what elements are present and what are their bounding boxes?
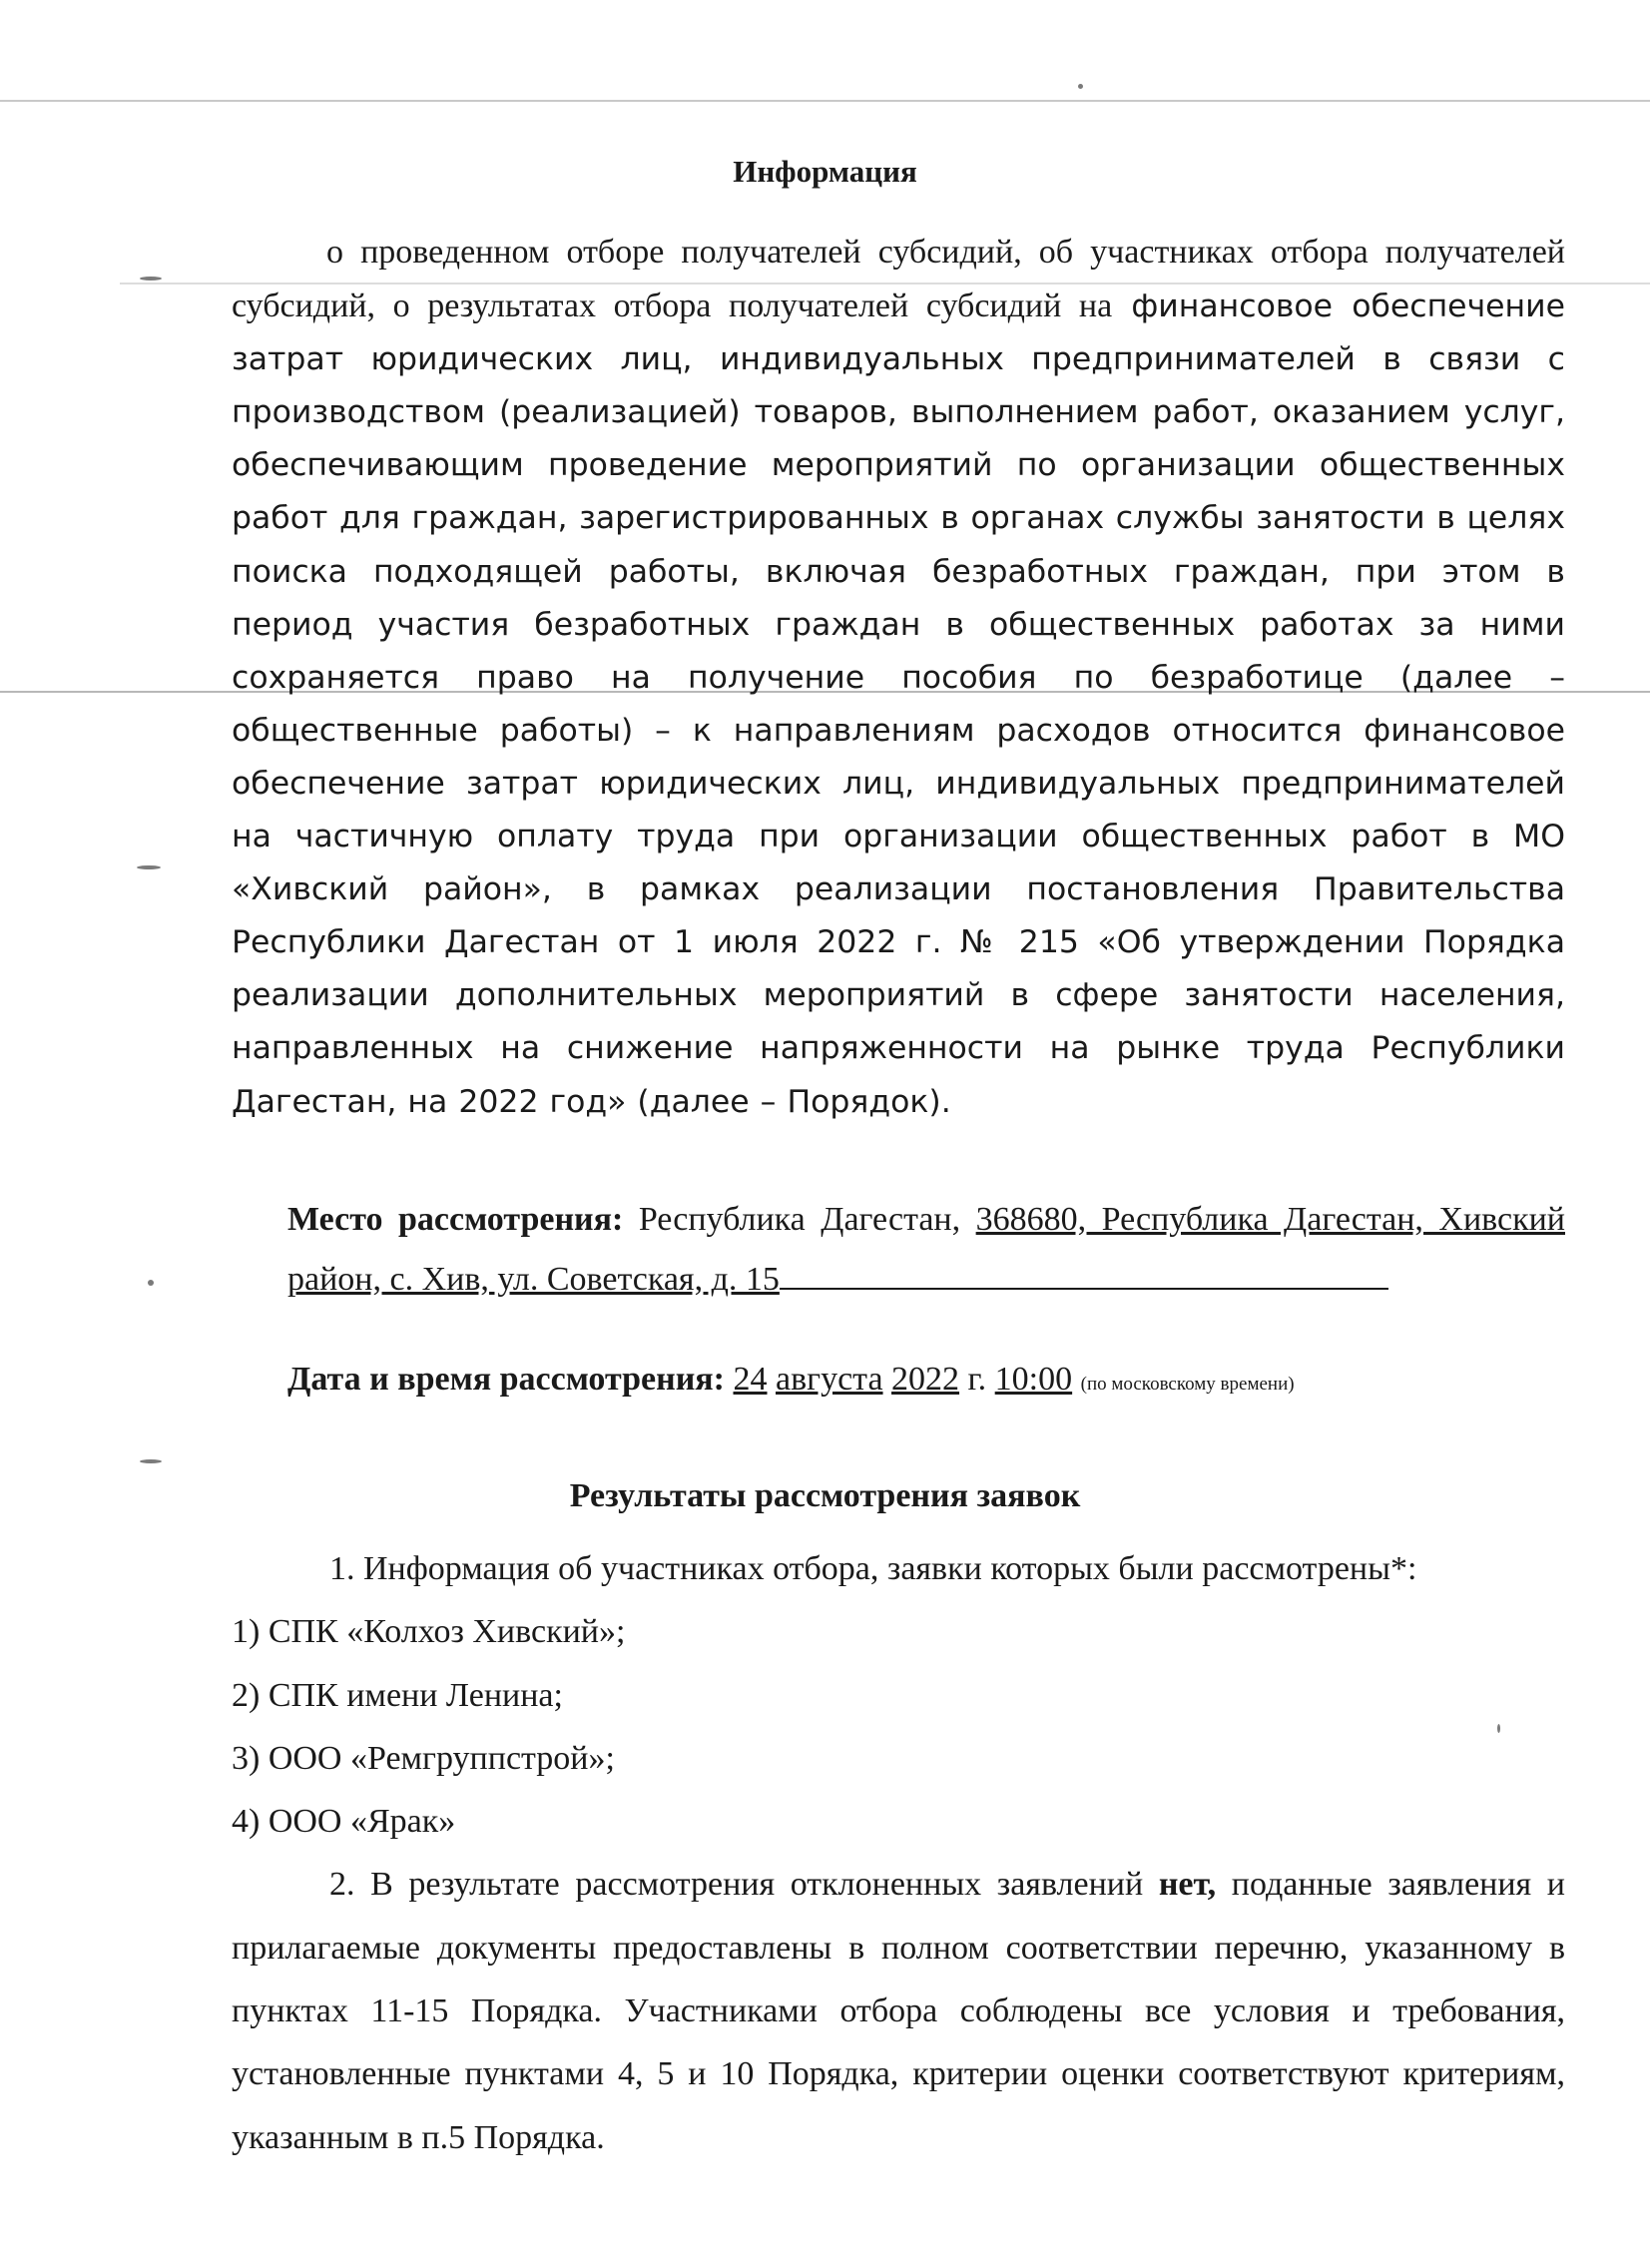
review-datetime xyxy=(287,1352,1585,1413)
participant-list-item: 4) ООО «Ярак» xyxy=(232,1803,456,1841)
document-title: Информация xyxy=(733,154,917,189)
scan-artifact-speck xyxy=(140,1459,162,1463)
review-place xyxy=(287,1190,1565,1310)
results-title: Результаты рассмотрения заявок xyxy=(569,1477,1081,1514)
intro-paragraph xyxy=(232,226,1565,1129)
review-month: августа xyxy=(776,1361,883,1398)
review-year-suffix: г. xyxy=(967,1361,987,1398)
scan-artifact-speck xyxy=(140,277,162,281)
review-datetime-label: Дата и время рассмотрения: xyxy=(287,1361,725,1398)
scan-artifact-speck xyxy=(1078,84,1083,89)
review-time-note: (по московскому времени) xyxy=(1080,1374,1295,1395)
scan-artifact-speck xyxy=(148,1280,154,1286)
review-day: 24 xyxy=(733,1361,768,1398)
results-point-2-start: 2. В результате рассмотрения отклоненных заявлений xyxy=(329,1866,1144,1904)
review-place-address: 368680, Республика Дагестан, Хивский район, с. Хив, ул. Советская, д. 15 xyxy=(287,1201,1565,1298)
participant-list-item: 2) СПК имени Ленина; xyxy=(232,1676,563,1714)
results-point-2 xyxy=(232,1853,1565,2168)
blank-fill-line xyxy=(780,1258,1388,1290)
results-point-1: 1. Информация об участниках отбора, заявки которых были рассмотрены*: xyxy=(329,1550,1417,1587)
results-point-2-emphasis: нет, xyxy=(1158,1866,1217,1904)
results-body xyxy=(232,1537,1565,2169)
scan-artifact-speck xyxy=(137,865,161,869)
review-place-label: Место рассмотрения: xyxy=(287,1201,624,1238)
participant-list-item: 3) ООО «Ремгруппстрой»; xyxy=(232,1739,615,1777)
results-point-2-rest: поданные заявления и прилагаемые документы предоставлены в полном соответствии перечню, указанному в пунктах 11-15 Порядка. Участниками отбора соблюдены все условия и требования, установленные пунктами 4, 5 и 10 Порядка, критерии оценки соответствуют критериям, указанным в п.5 Порядка. xyxy=(232,1866,1566,2156)
review-year: 2022 xyxy=(891,1361,960,1398)
scan-artifact-line xyxy=(0,100,1650,102)
intro-body-text: финансовое обеспечение затрат юридических лиц, индивидуальных предпринимателей в связи с производством (реализацией) товаров, выполнением работ, оказанием услуг, обеспечивающим проведение мероприятий по организации общественных работ для граждан, зарегистрированных в органах службы занятости в целях поиска подходящей работы, включая безработных граждан, при этом в период участия безработных граждан в общественных работах за ними сохраняется право на получение пособия по безработице (далее – общественные работы) – к направлениям расходов относится финансовое обеспечение затрат юридических лиц, индивидуальных предпринимателей на частичную оплату труда при организации общественных работ в МО «Хивский район», в рамках реализации постановления Правительства Республики Дагестан от 1 июля 2022 г. № 215 «Об утверждении Порядка реализации дополнительных мероприятий в сфере занятости населения, направленных на снижение напряженности на рынке труда Республики Дагестан, на 2022 год» (далее – Порядок). xyxy=(232,288,1566,1120)
intro-lead-text: о проведенном отборе получателей субсидий, об участниках отбора получателей субсидий, о результатах отбора получателей субсидий на xyxy=(232,234,1565,325)
review-time: 10:00 xyxy=(994,1361,1073,1398)
participant-list-item: 1) СПК «Колхоз Хивский»; xyxy=(232,1613,626,1651)
review-place-region: Республика Дагестан, xyxy=(638,1201,961,1238)
